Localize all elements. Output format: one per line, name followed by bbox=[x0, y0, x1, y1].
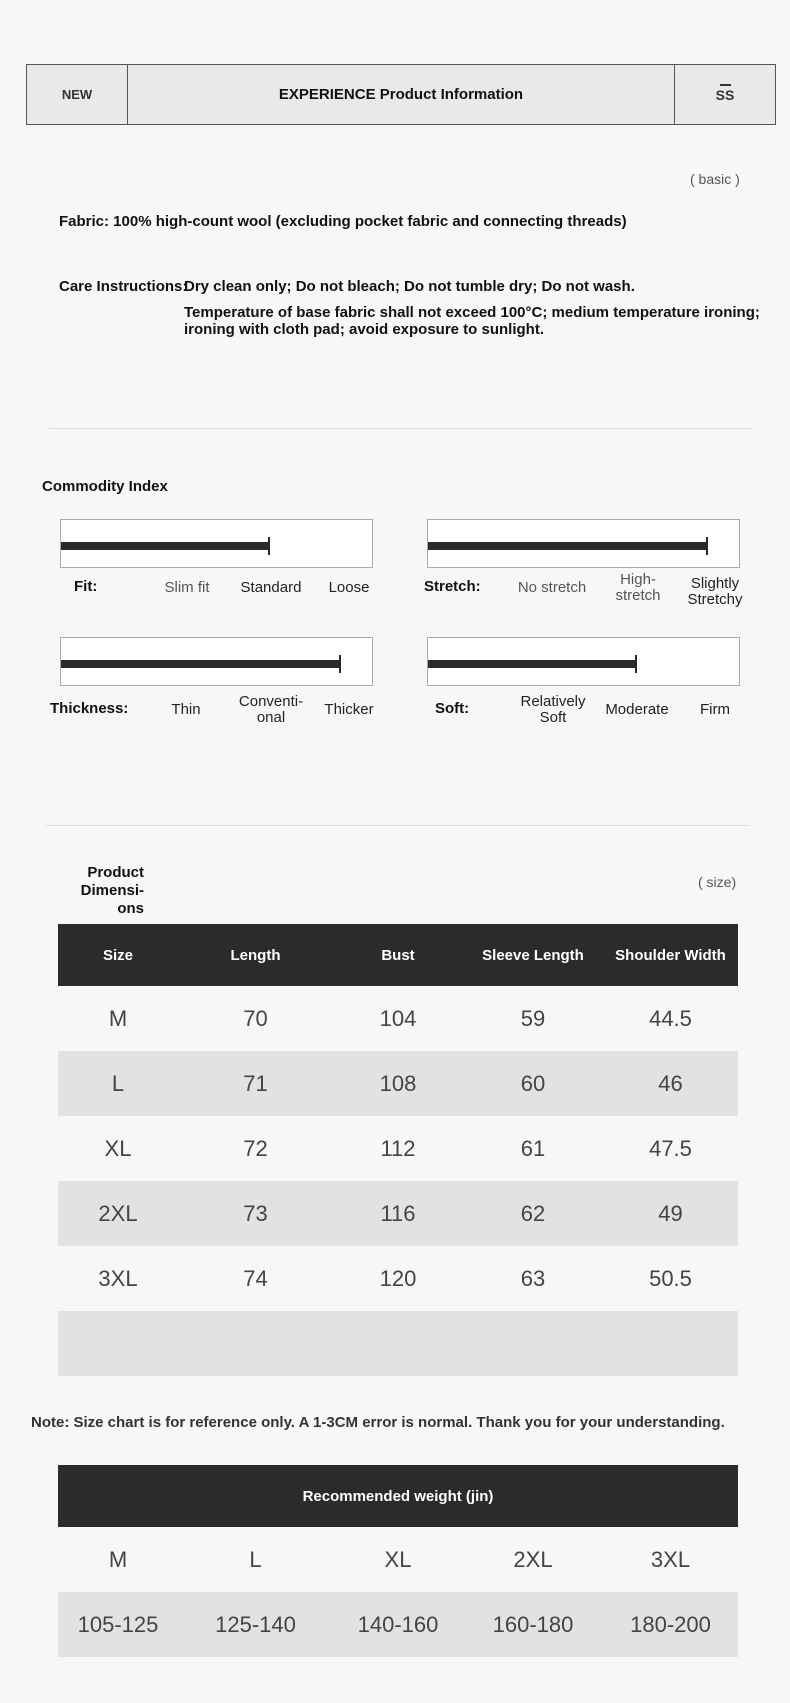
fit-option-slim: Slim fit bbox=[164, 579, 210, 596]
fit-indicator bbox=[60, 519, 373, 568]
header-sleeve-length: Sleeve Length bbox=[482, 946, 584, 964]
cell: 63 bbox=[520, 1265, 546, 1291]
cell: 59 bbox=[520, 1005, 546, 1031]
stretch-bar-cap bbox=[706, 537, 708, 555]
header-length: Length bbox=[230, 946, 281, 964]
cell: 74 bbox=[243, 1265, 268, 1291]
stretch-bar bbox=[428, 542, 707, 550]
weight-range: 180-200 bbox=[630, 1611, 711, 1637]
size-table bbox=[58, 924, 738, 1376]
table-row bbox=[58, 1246, 738, 1311]
ss-label bbox=[674, 65, 775, 124]
weight-range: 105-125 bbox=[77, 1611, 159, 1637]
dimensions-title bbox=[24, 864, 144, 918]
header-size: Size bbox=[102, 946, 133, 964]
table-row bbox=[58, 986, 738, 1051]
thickness-option-conventional: Conventi- onal bbox=[238, 693, 304, 726]
cell: 112 bbox=[380, 1135, 416, 1161]
table-row bbox=[58, 1051, 738, 1116]
cell: 71 bbox=[243, 1070, 268, 1096]
cell: 120 bbox=[379, 1265, 417, 1291]
dimensions-title-line-2: ons bbox=[117, 900, 144, 917]
soft-option-firm: Firm bbox=[700, 701, 730, 718]
weight-size: XL bbox=[384, 1546, 412, 1572]
size-tag: ( size) bbox=[698, 874, 737, 890]
soft-bar bbox=[428, 660, 636, 668]
thickness-bar bbox=[61, 660, 340, 668]
cell: 62 bbox=[520, 1200, 546, 1226]
dimensions-title-line-1: Product Dimensi- bbox=[80, 864, 144, 899]
thickness-indicator bbox=[60, 637, 373, 686]
size-note: Note: Size chart is for reference only. A 1-3CM error is normal. Thank you for your understanding. bbox=[31, 1414, 725, 1431]
weight-table-header: Recommended weight (jin) bbox=[58, 1465, 738, 1527]
cell: XL bbox=[104, 1135, 132, 1161]
cell: 72 bbox=[243, 1135, 268, 1161]
basic-tag: ( basic ) bbox=[690, 171, 740, 187]
cell: 116 bbox=[380, 1200, 416, 1226]
weight-size: M bbox=[108, 1546, 128, 1572]
thickness-bar-cap bbox=[339, 655, 341, 673]
table-row bbox=[58, 1181, 738, 1246]
fit-label: Fit: bbox=[74, 578, 98, 595]
section-divider bbox=[49, 428, 753, 429]
table-row-empty bbox=[58, 1311, 738, 1376]
cell: 50.5 bbox=[649, 1265, 692, 1291]
header-bust: Bust bbox=[381, 946, 415, 964]
cell: L bbox=[111, 1070, 125, 1096]
cell: 49 bbox=[658, 1200, 683, 1226]
header-shoulder-width: Shoulder Width bbox=[615, 946, 726, 964]
product-info-header bbox=[26, 64, 776, 125]
thickness-option-thicker: Thicker bbox=[324, 701, 374, 718]
cell: 70 bbox=[243, 1005, 268, 1031]
care-line-2: Temperature of base fabric shall not exceed 100°C; medium temperature ironing; bbox=[184, 304, 760, 321]
cell: 3XL bbox=[98, 1265, 138, 1291]
weight-size: 2XL bbox=[513, 1546, 553, 1572]
table-row bbox=[58, 1527, 738, 1592]
ss-overline bbox=[720, 84, 731, 86]
table-row bbox=[58, 1116, 738, 1181]
cell: 61 bbox=[520, 1135, 546, 1161]
stretch-option-slight: Slightly Stretchy bbox=[687, 575, 743, 608]
cell: 60 bbox=[520, 1070, 546, 1096]
fit-bar-cap bbox=[268, 537, 270, 555]
cell: 2XL bbox=[98, 1200, 138, 1226]
cell: 108 bbox=[379, 1070, 417, 1096]
new-label: NEW bbox=[27, 65, 128, 124]
weight-table bbox=[58, 1465, 738, 1657]
header-title: EXPERIENCE Product Information bbox=[278, 86, 524, 103]
fit-option-loose: Loose bbox=[328, 579, 370, 596]
weight-range: 160-180 bbox=[492, 1611, 574, 1637]
section-divider bbox=[45, 825, 749, 826]
stretch-label: Stretch: bbox=[424, 578, 481, 595]
cell: 73 bbox=[243, 1200, 268, 1226]
cell: 46 bbox=[658, 1070, 683, 1096]
cell: 44.5 bbox=[649, 1005, 692, 1031]
fabric-text: Fabric: 100% high-count wool (excluding pocket fabric and connecting threads) bbox=[59, 213, 627, 230]
weight-range: 125-140 bbox=[215, 1611, 296, 1637]
stretch-option-high: High- stretch bbox=[615, 571, 661, 604]
thickness-option-thin: Thin bbox=[171, 701, 201, 718]
care-line-3: ironing with cloth pad; avoid exposure to sunlight. bbox=[184, 321, 544, 338]
care-line-1: Dry clean only; Do not bleach; Do not tumble dry; Do not wash. bbox=[184, 278, 635, 295]
fit-bar bbox=[61, 542, 269, 550]
soft-option-relatively-soft: Relatively Soft bbox=[520, 693, 586, 726]
soft-bar-cap bbox=[635, 655, 637, 673]
cell: 104 bbox=[379, 1005, 417, 1031]
care-label: Care Instructions: bbox=[59, 278, 188, 295]
fit-option-standard: Standard bbox=[240, 579, 302, 596]
table-row bbox=[58, 1592, 738, 1657]
size-table-header bbox=[58, 924, 738, 986]
stretch-indicator bbox=[427, 519, 740, 568]
cell: M bbox=[108, 1005, 128, 1031]
commodity-index-title: Commodity Index bbox=[42, 478, 168, 495]
soft-option-moderate: Moderate bbox=[605, 701, 669, 718]
weight-range: 140-160 bbox=[357, 1611, 439, 1637]
weight-size: 3XL bbox=[650, 1546, 691, 1572]
cell: 47.5 bbox=[649, 1135, 692, 1161]
stretch-option-none: No stretch bbox=[517, 579, 587, 596]
soft-indicator bbox=[427, 637, 740, 686]
weight-size: L bbox=[249, 1546, 262, 1572]
ss-text: SS bbox=[715, 86, 735, 103]
thickness-label: Thickness: bbox=[50, 700, 129, 717]
soft-label: Soft: bbox=[435, 700, 470, 717]
